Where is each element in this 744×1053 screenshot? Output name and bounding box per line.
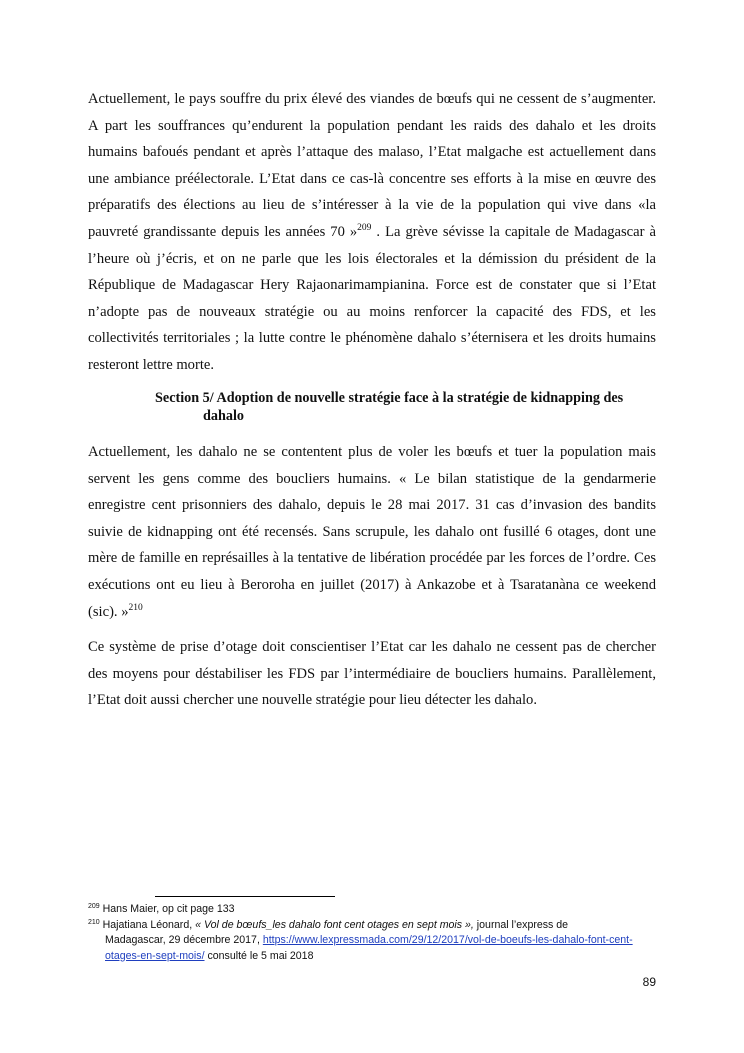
- footnote-210: [88, 918, 658, 965]
- footnote-continuation: [88, 933, 658, 964]
- paragraph-text: Ce système de prise d’otage doit conscientiser l’Etat car les dahalo ne cessent pas de chercher des moyens pour déstabiliser les FDS par l’intermédiaire de boucliers humains. Parallèlement, l’Etat doit aussi chercher une nouvelle stratégie pour lieu détecter les dahalo.: [88, 639, 656, 709]
- footnotes: [88, 902, 658, 964]
- section-heading: [155, 389, 655, 425]
- paragraph-prices-elections: [88, 86, 656, 379]
- footnote-number: 210: [88, 918, 100, 926]
- footnote-ref-209[interactable]: 209: [357, 222, 372, 233]
- footnote-text: journal l’express de: [473, 918, 569, 931]
- footnote-209: [88, 902, 658, 918]
- paragraph-kidnapping: [88, 439, 656, 625]
- footnote-text: Hans Maier, op cit page 133: [99, 903, 235, 915]
- page-number: 89: [642, 975, 656, 989]
- paragraph-text: Actuellement, les dahalo ne se contentent plus de voler les bœufs et tuer la population mais servent les gens comme des boucliers humains. « Le bilan statistique de la gendarmerie enregistre cent prisonniers des dahalo, depuis le 28 mai 2017. 31 cas d’invasion des bandits suivie de kidnapping ont été recensés. Sans scrupule, les dahalo ont fusillé 6 otages, dont une mère de famille en représailles à la tentative de libération procédée par les forces de l’ordre. Ces exécutions ont eu lieu à Beroroha en juillet (2017) à Ankazobe et à Tsaratanàna ce weekend (sic). »: [88, 444, 656, 620]
- section-heading-line1: Section 5/ Adoption de nouvelle stratégie face à la stratégie de kidnapping des: [155, 390, 624, 406]
- footnote-source-link[interactable]: https://www.lexpressmada.com/29/12/2017/vol-de-boeufs-les-dahalo-font-cent-otages-en-sept-mois/: [105, 934, 633, 962]
- section-heading-line2: dahalo: [203, 408, 245, 424]
- footnote-text: consulté le 5 mai 2018: [204, 949, 314, 962]
- paragraph-text-continued: . La grève sévisse la capitale de Madagascar à l’heure où j’écris, et on ne parle que les lois électorales et la démission du président de la République de Madagascar Hery Rajaonarimampianina. Force est de constater que si l’Etat n’adopte pas de nouveaux stratégie ou au moins renforcer la capacité des FDS, et les collectivités territoriales ; la lutte contre le phénomène dahalo s’éternisera et les droits humains resteront lettre morte.: [88, 223, 656, 373]
- footnote-ref-210[interactable]: 210: [128, 602, 143, 613]
- footnote-separator: [155, 896, 335, 897]
- footnote-number: 209: [88, 903, 100, 910]
- paragraph-text: Actuellement, le pays souffre du prix élevé des viandes de bœufs qui ne cessent de s’augmenter. A part les souffrances qu’endurent la population pendant les raids des dahalo et les droits humains bafoués pendant et après l’attaque des malaso, l’Etat malgache est actuellement dans une ambiance préélectorale. L’Etat dans ce cas-là concentre ses efforts à la mise en œuvre des préparatifs des élections au lieu de s’intéresser à la vie de la population qui vive dans «la pauvreté grandissante depuis les années 70 »: [88, 91, 656, 240]
- paragraph-hostage-system: [88, 634, 656, 714]
- footnote-text: Hajatiana Léonard,: [99, 918, 196, 931]
- footnote-article-title: « Vol de bœufs_les dahalo font cent otages en sept mois »,: [195, 918, 474, 931]
- footnote-text: Madagascar, 29 décembre 2017,: [105, 934, 263, 946]
